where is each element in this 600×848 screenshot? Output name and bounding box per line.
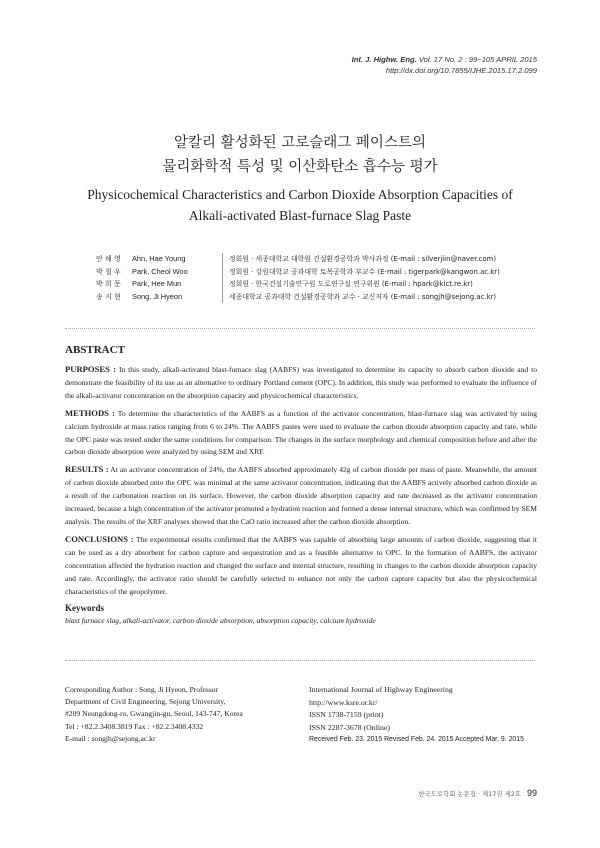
journal-abbrev: Int. J. Highw. Eng. (351, 55, 417, 64)
title-korean (0, 131, 600, 179)
keywords-text: blast furnace slag, alkali-activator, carbon dioxide absorption, absorption capacity, calcium hydroxide (65, 616, 376, 626)
author-row (96, 291, 500, 304)
abstract-section (65, 343, 537, 628)
author-row (96, 266, 500, 279)
author-affiliation: 정회원 · 한국건설기술연구원 도로연구실 연구위원 (E-mail : hpark@kict.re.kr) (222, 278, 473, 291)
journal-name: International Journal of Highway Engineering (309, 685, 453, 694)
title-korean-line: 물리화학적 특성 및 이산화탄소 흡수능 평가 (162, 159, 438, 175)
issn-online: ISSN 2287-3678 (Online) (309, 722, 390, 732)
title-english-line: Physicochemical Characteristics and Carbon Dioxide Absorption Capacities of (87, 187, 513, 202)
purposes-text: In this study, alkali-activated blast-furnace slag (AABFS) was investigated to determine its capacity to absorb carbon dioxide and to demonstrate the feasibility of its use as an alternative to ordinary Portland cement (OPC). In addition, this study was performed to evaluate the influence of the alkali-activator concentration on the absorption capacity and physicochemical characteristics. (65, 365, 537, 400)
purposes-label: PURPOSES : (65, 364, 116, 374)
results-label: RESULTS : (65, 464, 109, 475)
methods-text: To determine the characteristics of the AABFS as a function of the activator concentration, blast-furnace slag was activated by using calcium hydroxide at mass ratios ranging from 6 to 24%. The AABFS pastes were used to evaluate the carbon dioxide absorption capacity and rate, while the OPC paste was tested under the same conditions for comparison. The changes in the surface morphology and chemical composition before and after the carbon dioxide absorption were analyzed by using SEM and XRF. (65, 408, 537, 457)
author-affiliation: 세종대학교 공과대학 건설환경공학과 교수 · 교신저자 (E-mail : songjh@sejong.ac.kr) (222, 291, 496, 304)
title-english (0, 184, 600, 226)
abstract-purposes (65, 363, 537, 403)
dotted-divider (65, 328, 535, 329)
dotted-divider (65, 660, 535, 661)
abstract-methods (65, 407, 537, 460)
title-korean-line: 알칼리 활성화된 고로슬래그 페이스트의 (174, 135, 426, 151)
results-text: At an activator concentration of 24%, the AABFS absorbed approximately 42g of carbon dioxide per mass of paste. Meanwhile, the amount of carbon dioxide absorbed onto the OPC was minimal at the same activator concentration, indicating that the AABFS actively absorbed carbon dioxide as a result of the carbonation reaction on its surface. However, the carbon dioxide absorption capacity and rate decreased as the activator concentration increased, because a high concentration of the activator promoted a hydration reaction and formed a dense internal structure, which was confirmed by SEM analysis. The results of the XRF analyses showed that the CaO ratio increased after the carbon dioxide absorption. (65, 465, 537, 526)
author-affiliation: 정회원 · 강원대학교 공과대학 토목공학과 부교수 (E-mail : tigerpark@kangwon.ac.kr) (222, 266, 500, 279)
corresponding-email[interactable]: E-mail : songjh@sejong.ac.kr (65, 733, 156, 743)
keywords-heading: Keywords (65, 603, 104, 614)
author-affiliation: 정회원 · 세종대학교 대학원 건설환경공학과 박사과정 (E-mail : silverjiin@naver.com) (222, 253, 496, 266)
abstract-conclusions (65, 533, 537, 599)
footer-journal: 한국도로학회 논문집 · 제17권 제2호 (418, 790, 521, 798)
corresponding-line: Tel : +82.2.3408.3819 Fax : +82.2.3408.4332 (65, 721, 204, 731)
corresponding-line: #209 Neungdong-ro, Gwangjin-gu, Seoul, 143-747, Korea (65, 709, 243, 719)
conclusions-label: CONCLUSIONS : (65, 533, 134, 544)
author-name-en: Park, Hee Mun (132, 279, 182, 289)
author-row (96, 278, 500, 291)
abstract-results (65, 463, 537, 529)
author-name-en: Song, Ji Hyeon (132, 291, 183, 301)
corresponding-line: Corresponding Author : Song, Ji Hyeon, Professor (65, 685, 219, 694)
corresponding-author (65, 684, 243, 745)
page-footer (418, 788, 537, 798)
author-name-en: Ahn, Hae Young (132, 254, 186, 263)
author-name-ko: 송 지 현 (96, 292, 121, 301)
corresponding-line: Department of Civil Engineering, Sejong University, (65, 697, 226, 707)
issn-print: ISSN 1738-7159 (print) (309, 710, 384, 720)
author-name-en: Park, Cheol Woo (132, 266, 188, 276)
journal-info (309, 684, 524, 747)
journal-header (352, 54, 537, 76)
author-name-ko: 안 해 영 (96, 255, 121, 263)
doi-link[interactable]: http://dx.doi.org/10.7855/IJHE.2015.17.2.099 (385, 66, 537, 75)
conclusions-text: The experimental results confirmed that the AABFS was capable of absorbing large amounts of carbon dioxide, suggesting that it can be used as a dry absorbent for carbon capture and sequestration and as a feasible alternative to OPC. In the formation of AABFS, the activator concentration affected the hydration reaction and changed the surface and internal structure, resulting in changes to the carbon dioxide absorption capacity and rate. Accordingly, the activator ratio should be carefully selected to enhance not only the carbon capture capacity but also the physicochemical characteristics of the geopolymer. (65, 534, 537, 596)
article-dates: Received Feb. 23. 2015 Revised Feb. 24. 2015 Accepted Mar. 9. 2015 (309, 736, 524, 744)
methods-label: METHODS : (65, 407, 115, 418)
journal-url[interactable]: http://www.ksre.or.kr/ (309, 697, 378, 707)
author-name-ko: 박 철 우 (96, 267, 121, 276)
author-list (96, 253, 500, 303)
journal-volume: Vol. 17 No. 2 : 99~105 APRIL 2015 (418, 55, 537, 64)
author-name-ko: 박 희 문 (96, 280, 121, 289)
page-number: 99 (526, 788, 537, 798)
abstract-heading: ABSTRACT (65, 344, 125, 356)
author-row (96, 253, 500, 266)
title-english-line: Alkali-activated Blast-furnace Slag Paste (188, 208, 412, 223)
